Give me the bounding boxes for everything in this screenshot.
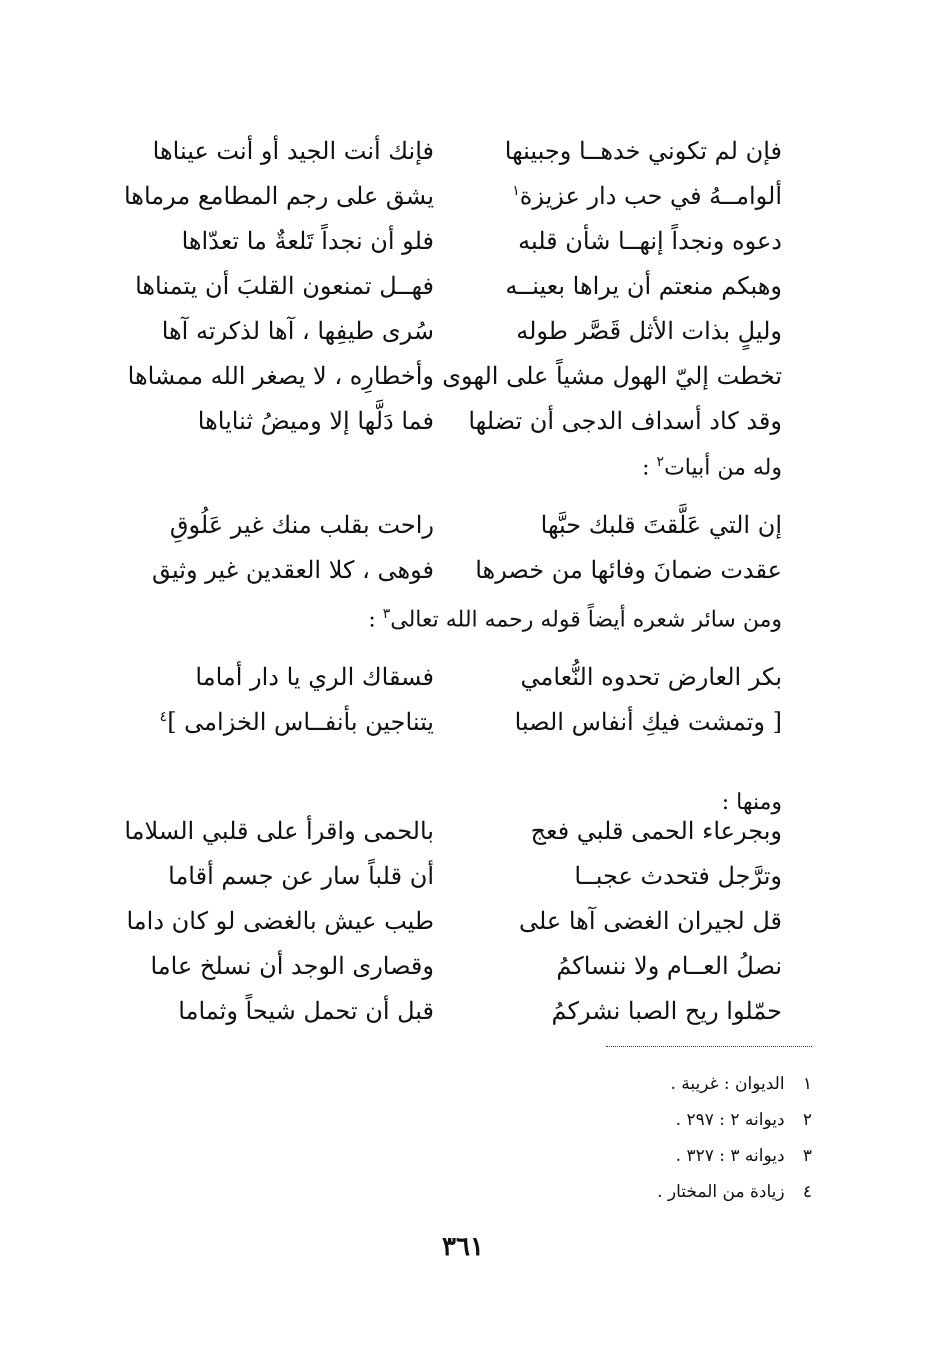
first-hemistich: وقد كاد أسداف الدجى أن تضلها [468, 406, 782, 435]
verse-line [114, 654, 782, 699]
footnote-text: الديوان : غريبة . [670, 1074, 785, 1094]
verse-line [114, 263, 782, 308]
verse-line [114, 502, 782, 547]
section-intro: ومنها : [721, 790, 782, 815]
footnote [512, 1102, 812, 1138]
second-hemistich: فإنك أنت الجيد أو أنت عيناها [152, 136, 434, 165]
verse-line [114, 308, 782, 353]
second-hemistich: قبل أن تحمل شيحاً وثماما [178, 996, 434, 1025]
first-hemistich: ألوامــهُ في حب دار عزيزة$^١$ [512, 181, 782, 210]
first-hemistich: حمّلوا ريح الصبا نشركمُ [551, 996, 782, 1025]
verse-line [114, 853, 782, 898]
verse-line [114, 173, 782, 218]
footnote-marker: ١ [512, 182, 520, 199]
verse-line [114, 353, 782, 398]
footnote [512, 1138, 812, 1174]
footnotes [512, 1066, 812, 1210]
footnote-divider [606, 1046, 812, 1047]
page-number: ٣٦١ [442, 1232, 484, 1262]
second-hemistich: يشق على رجم المطامع مرماها [123, 181, 434, 210]
footnote-text: زيادة من المختار . [657, 1182, 785, 1202]
verse-line [114, 898, 782, 943]
first-hemistich: وليلٍ بذات الأثل قَصَّر طوله [516, 316, 782, 345]
footnote-number: ٣ [802, 1146, 812, 1166]
first-hemistich: تخطت إليّ الهول مشياً على الهوى [442, 361, 782, 390]
first-hemistich: وبجرعاء الحمى قلبي فعج [530, 816, 782, 845]
footnote-text: ديوانه ٣ : ٣٢٧ . [675, 1146, 785, 1166]
verse-line [114, 808, 782, 853]
first-hemistich: عقدت ضمانَ وفائها من خصرها [475, 555, 782, 584]
section-intro: ومن سائر شعره أيضاً قوله رحمه الله تعالى$^٣$ : [368, 606, 782, 633]
first-hemistich: وهبكم منعتم أن يراها بعينــه [505, 271, 782, 300]
second-hemistich: وقصارى الوجد أن نسلخ عاما [150, 951, 434, 980]
first-hemistich: دعوه ونجداً إنهــا شأن قلبه [518, 226, 782, 255]
poem-4 [114, 808, 782, 1033]
poem-1 [114, 128, 782, 443]
footnote-number: ٢ [802, 1110, 812, 1130]
second-hemistich: وأخطارِه ، لا يصغر الله ممشاها [127, 361, 434, 390]
footnote-text: ديوانه ٢ : ٢٩٧ . [675, 1110, 785, 1130]
first-hemistich: نصلُ العــام ولا ننساكمُ [556, 951, 782, 980]
second-hemistich: سُرى طيفِها ، آها لذكرته آها [161, 316, 434, 345]
verse-line [114, 699, 782, 744]
verse-line [114, 128, 782, 173]
first-hemistich: بكر العارض تحدوه النُّعامي [520, 662, 782, 691]
footnote-marker: ٤ [159, 708, 168, 725]
footnote-marker: ٣ [382, 606, 391, 622]
first-hemistich: قل لجيران الغضى آها على [518, 906, 782, 935]
section-intro: وله من أبيات$^٢$ : [642, 454, 782, 481]
second-hemistich: بالحمى واقرأ على قلبي السلاما [124, 816, 434, 845]
second-hemistich: راحت بقلب منك غير عَلُوقِ [169, 510, 434, 539]
verse-line [114, 988, 782, 1033]
footnote-number: ١ [802, 1074, 812, 1094]
footnote-number: ٤ [802, 1182, 812, 1202]
footnote [512, 1174, 812, 1210]
first-hemistich: [ وتمشت فيكِ أنفاس الصبا [514, 707, 782, 736]
poem-3 [114, 654, 782, 744]
first-hemistich: وترَّجل فتحدث عجبــا [574, 861, 782, 890]
second-hemistich: فسقاك الري يا دار أماما [195, 662, 434, 691]
footnote-marker: ٢ [656, 454, 665, 470]
second-hemistich: فما دَلَّها إلا وميضُ ثناياها [197, 406, 434, 435]
verse-line [114, 547, 782, 592]
second-hemistich: أن قلباً سار عن جسم أقاما [168, 861, 434, 890]
poem-2 [114, 502, 782, 592]
first-hemistich: إن التي عَلَّقتَ قلبك حبَّها [540, 510, 782, 539]
second-hemistich: فهــل تمنعون القلبَ أن يتمناها [135, 271, 434, 300]
second-hemistich: فوهى ، كلا العقدين غير وثيق [152, 555, 434, 584]
second-hemistich: يتناجين بأنفــاس الخزامى ]$^٤$ [159, 707, 434, 736]
second-hemistich: طيب عيش بالغضى لو كان داما [126, 906, 434, 935]
second-hemistich: فلو أن نجداً تَلعةٌ ما تعدّاها [181, 226, 434, 255]
verse-line [114, 398, 782, 443]
verse-line [114, 943, 782, 988]
verse-line [114, 218, 782, 263]
first-hemistich: فإن لم تكوني خدهــا وجبينها [504, 136, 782, 165]
footnote [512, 1066, 812, 1102]
